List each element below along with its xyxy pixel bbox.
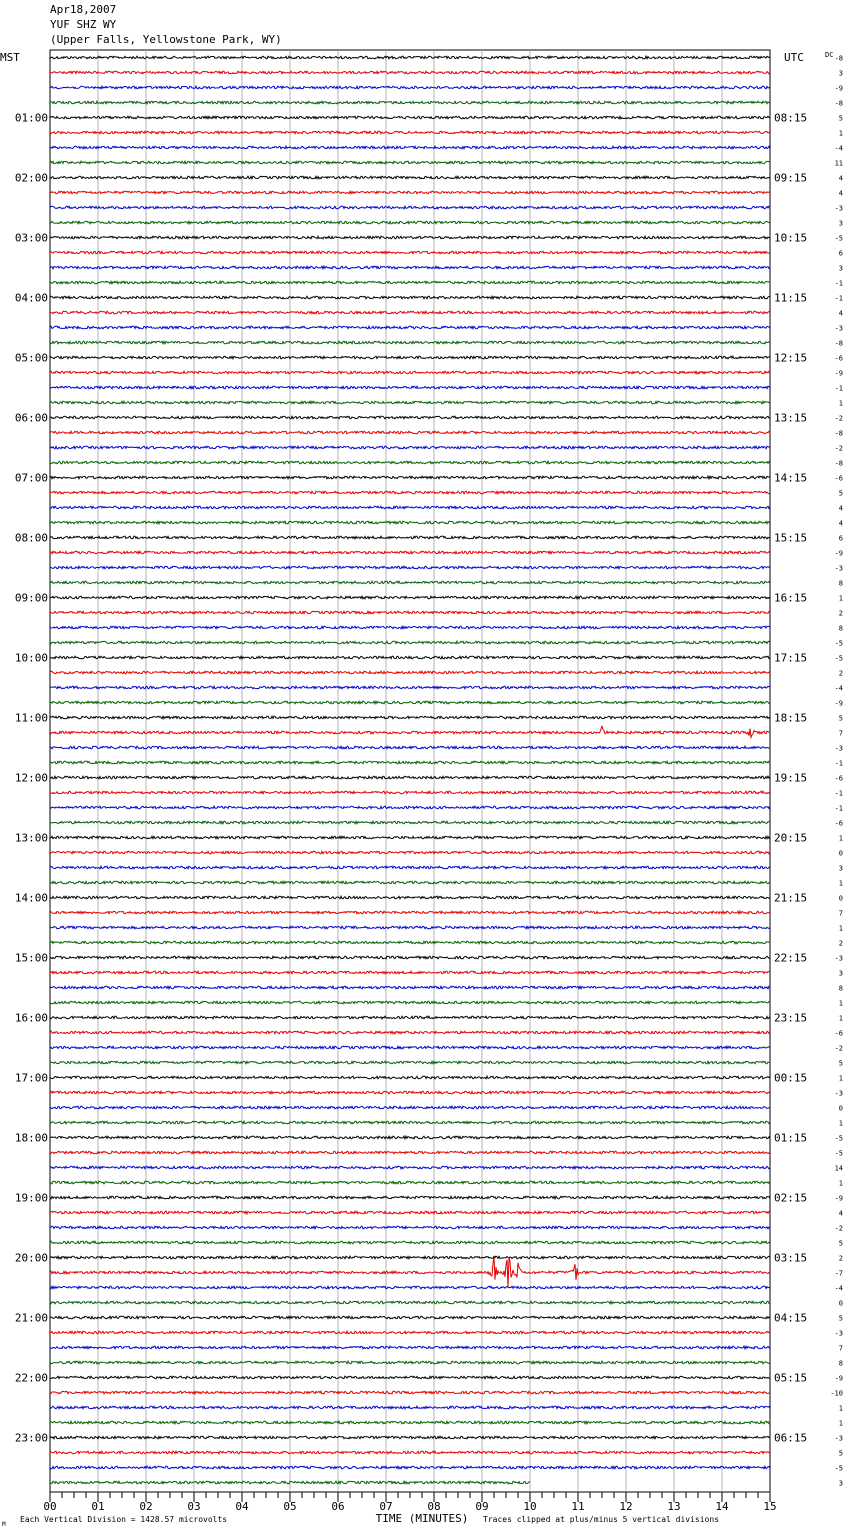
dc-offset-value: 0: [838, 1299, 843, 1308]
dc-offset-value: -1: [834, 384, 843, 393]
trace-row-67: [50, 1061, 770, 1064]
dc-offset-value: 8: [838, 624, 843, 633]
right-hour-label: 03:15: [774, 1251, 808, 1265]
dc-offset-value: 8: [838, 984, 843, 993]
left-hour-label: 15:00: [14, 951, 48, 965]
trace-row-29: [50, 491, 770, 494]
trace-row-65: [50, 1031, 770, 1034]
left-hour-label: 08:00: [14, 531, 48, 545]
scale-note: Each Vertical Division = 1428.57 microvolts: [20, 1515, 228, 1524]
right-hour-label: 00:15: [774, 1071, 808, 1085]
trace-row-48: [50, 776, 770, 779]
trace-row-89: [50, 1391, 770, 1394]
trace-row-44: [50, 716, 770, 719]
trace-row-21: [50, 371, 770, 374]
dc-offset-value: 6: [838, 249, 843, 258]
dc-offset-value: 1: [838, 594, 843, 603]
trace-row-69: [50, 1091, 770, 1094]
trace-row-49: [50, 791, 770, 794]
dc-offset-value: 3: [838, 264, 843, 273]
trace-row-62: [50, 986, 770, 989]
corner-mark: M: [2, 1521, 6, 1528]
trace-row-16: [50, 296, 770, 299]
right-timezone-label: UTC: [784, 51, 804, 64]
trace-row-2: [50, 86, 770, 89]
clip-note: Traces clipped at plus/minus 5 vertical divisions: [483, 1515, 720, 1524]
dc-offset-value: 4: [838, 519, 843, 528]
right-hour-label: 06:15: [774, 1431, 808, 1445]
trace-row-59: [50, 941, 770, 944]
right-hour-label: 10:15: [774, 231, 808, 245]
dc-offset-value: 4: [838, 504, 843, 513]
trace-row-60: [50, 956, 770, 959]
trace-row-28: [50, 476, 770, 479]
left-hour-label: 23:00: [14, 1431, 48, 1445]
left-hour-label: 07:00: [14, 471, 48, 485]
left-hour-label: 18:00: [14, 1131, 48, 1145]
trace-row-92: [50, 1436, 770, 1439]
trace-row-63: [50, 1001, 770, 1004]
left-hour-label: 01:00: [14, 111, 48, 125]
trace-row-94: [50, 1466, 770, 1469]
trace-row-61: [50, 971, 770, 974]
dc-offset-value: 0: [838, 894, 843, 903]
right-hour-label: 13:15: [774, 411, 808, 425]
left-hour-label: 16:00: [14, 1011, 48, 1025]
trace-row-90: [50, 1406, 770, 1409]
dc-offset-value: 11: [834, 159, 843, 168]
trace-row-56: [50, 896, 770, 899]
dc-offset-value: -1: [834, 294, 843, 303]
dc-offset-value: 8: [838, 579, 843, 588]
left-hour-label: 14:00: [14, 891, 48, 905]
left-hour-label: 09:00: [14, 591, 48, 605]
dc-offset-value: 2: [838, 669, 843, 678]
dc-offset-value: -2: [834, 444, 843, 453]
dc-offset-value: 3: [838, 969, 843, 978]
dc-offset-value: -5: [834, 654, 843, 663]
trace-row-85: [50, 1331, 770, 1334]
dc-offset-value: -3: [834, 744, 843, 753]
dc-offset-value: 7: [838, 729, 843, 738]
dc-offset-value: -5: [834, 1134, 843, 1143]
trace-row-30: [50, 506, 770, 509]
dc-offset-value: 0: [838, 849, 843, 858]
trace-row-52: [50, 836, 770, 839]
trace-row-38: [50, 626, 770, 629]
dc-offset-value: 1: [838, 879, 843, 888]
dc-offset-value: -3: [834, 1329, 843, 1338]
trace-row-27: [50, 461, 770, 464]
dc-offset-value: 7: [838, 909, 843, 918]
dc-offset-value: 4: [838, 1209, 843, 1218]
dc-offset-value: -3: [834, 1089, 843, 1098]
trace-row-41: [50, 671, 770, 674]
dc-offset-value: 0: [838, 1104, 843, 1113]
dc-offset-value: 1: [838, 834, 843, 843]
dc-offset-value: -3: [834, 564, 843, 573]
x-tick-label: 11: [571, 1500, 585, 1513]
dc-offset-value: -2: [834, 414, 843, 423]
trace-row-81: [50, 1258, 770, 1288]
trace-row-23: [50, 401, 770, 404]
dc-offset-value: 14: [834, 1164, 843, 1173]
trace-row-13: [50, 251, 770, 254]
dc-offset-value: -6: [834, 774, 843, 783]
trace-row-46: [50, 746, 770, 749]
left-hour-label: 10:00: [14, 651, 48, 665]
trace-row-64: [50, 1016, 770, 1019]
dc-offset-value: -5: [834, 1149, 843, 1158]
trace-row-25: [50, 431, 770, 434]
right-hour-label: 15:15: [774, 531, 808, 545]
x-tick-label: 07: [379, 1500, 393, 1513]
left-hour-label: 20:00: [14, 1251, 48, 1265]
right-hour-label: 02:15: [774, 1191, 808, 1205]
trace-row-77: [50, 1211, 770, 1214]
trace-row-80: [50, 1256, 770, 1259]
station-location: (Upper Falls, Yellowstone Park, WY): [50, 33, 282, 46]
trace-row-71: [50, 1121, 770, 1124]
plot-frame: [50, 50, 770, 1492]
dc-offset-value: -6: [834, 1029, 843, 1038]
x-tick-label: 02: [139, 1500, 153, 1513]
trace-row-20: [50, 356, 770, 359]
dc-column-label: DC: [825, 51, 834, 59]
dc-offset-value: 5: [838, 1239, 843, 1248]
dc-offset-value: 1: [838, 129, 843, 138]
dc-offset-value: -1: [834, 279, 843, 288]
trace-row-50: [50, 806, 770, 809]
right-hour-label: 12:15: [774, 351, 808, 365]
left-hour-label: 02:00: [14, 171, 48, 185]
dc-offset-value: -5: [834, 639, 843, 648]
dc-offset-value: 2: [838, 1254, 843, 1263]
x-tick-label: 03: [187, 1500, 201, 1513]
trace-row-24: [50, 416, 770, 419]
dc-offset-value: 8: [838, 1359, 843, 1368]
x-tick-label: 09: [475, 1500, 489, 1513]
x-axis-label: TIME (MINUTES): [375, 1512, 469, 1525]
left-hour-label: 06:00: [14, 411, 48, 425]
trace-row-53: [50, 851, 770, 854]
right-hour-label: 22:15: [774, 951, 808, 965]
dc-offset-value: 2: [838, 939, 843, 948]
left-hour-label: 22:00: [14, 1371, 48, 1385]
dc-offset-value: -9: [834, 84, 843, 93]
dc-offset-value: 5: [838, 1449, 843, 1458]
left-hour-label: 03:00: [14, 231, 48, 245]
x-tick-label: 13: [667, 1500, 681, 1513]
station-code: YUF SHZ WY: [50, 18, 117, 31]
plot-date: Apr18,2007: [50, 3, 117, 16]
left-hour-label: 13:00: [14, 831, 48, 845]
trace-row-66: [50, 1046, 770, 1049]
trace-row-55: [50, 881, 770, 884]
left-timezone-label: MST: [0, 51, 20, 64]
left-hour-label: 12:00: [14, 771, 48, 785]
dc-offset-value: -1: [834, 789, 843, 798]
dc-offset-value: -8: [834, 429, 843, 438]
dc-offset-value: -1: [834, 759, 843, 768]
trace-row-17: [50, 311, 770, 314]
trace-row-91: [50, 1421, 770, 1424]
dc-offset-value: -9: [834, 1194, 843, 1203]
trace-row-78: [50, 1226, 770, 1229]
dc-offset-value: -10: [830, 1389, 843, 1398]
x-tick-label: 14: [715, 1500, 729, 1513]
dc-offset-value: 1: [838, 1074, 843, 1083]
trace-row-84: [50, 1316, 770, 1319]
trace-row-26: [50, 446, 770, 449]
trace-row-88: [50, 1376, 770, 1379]
trace-row-35: [50, 581, 770, 584]
dc-offset-value: -4: [834, 1284, 843, 1293]
dc-offset-value: -4: [834, 684, 843, 693]
left-hour-label: 04:00: [14, 291, 48, 305]
dc-offset-value: -4: [834, 144, 843, 153]
trace-row-9: [50, 191, 770, 194]
trace-row-47: [50, 761, 770, 764]
trace-row-45: [50, 726, 770, 737]
trace-row-36: [50, 596, 770, 599]
dc-offset-value: 1: [838, 399, 843, 408]
right-hour-label: 01:15: [774, 1131, 808, 1145]
trace-row-33: [50, 551, 770, 554]
dc-offset-value: -9: [834, 1374, 843, 1383]
dc-offset-value: 5: [838, 1314, 843, 1323]
trace-row-0: [50, 56, 770, 59]
trace-row-7: [50, 161, 770, 164]
trace-row-6: [50, 146, 770, 149]
dc-offset-value: 4: [838, 189, 843, 198]
trace-row-73: [50, 1151, 770, 1154]
trace-row-34: [50, 566, 770, 569]
dc-offset-value: -7: [834, 1269, 843, 1278]
dc-offset-value: 4: [838, 309, 843, 318]
right-hour-label: 20:15: [774, 831, 808, 845]
left-hour-label: 19:00: [14, 1191, 48, 1205]
trace-row-82: [50, 1286, 770, 1289]
dc-offset-value: 5: [838, 114, 843, 123]
x-tick-label: 05: [283, 1500, 297, 1513]
dc-offset-value: 7: [838, 1344, 843, 1353]
dc-offset-value: -8: [834, 99, 843, 108]
trace-row-5: [50, 131, 770, 134]
right-hour-label: 18:15: [774, 711, 808, 725]
right-hour-label: 16:15: [774, 591, 808, 605]
trace-row-39: [50, 641, 770, 644]
dc-offset-value: -2: [834, 1044, 843, 1053]
left-hour-label: 17:00: [14, 1071, 48, 1085]
dc-offset-value: -1: [834, 804, 843, 813]
trace-row-18: [50, 326, 770, 329]
dc-offset-value: -3: [834, 1434, 843, 1443]
right-hour-label: 04:15: [774, 1311, 808, 1325]
left-hour-label: 11:00: [14, 711, 48, 725]
dc-offset-value: 5: [838, 489, 843, 498]
dc-offset-value: -8: [834, 54, 843, 63]
right-hour-label: 21:15: [774, 891, 808, 905]
trace-row-70: [50, 1106, 770, 1109]
dc-offset-value: 3: [838, 1479, 843, 1488]
right-hour-label: 17:15: [774, 651, 808, 665]
right-hour-label: 14:15: [774, 471, 808, 485]
x-tick-label: 01: [91, 1500, 105, 1513]
dc-offset-value: -6: [834, 474, 843, 483]
trace-row-76: [50, 1196, 770, 1199]
dc-offset-value: 5: [838, 714, 843, 723]
x-tick-label: 04: [235, 1500, 249, 1513]
dc-offset-value: -6: [834, 354, 843, 363]
x-tick-label: 08: [427, 1500, 441, 1513]
trace-row-1: [50, 71, 770, 74]
trace-row-12: [50, 236, 770, 239]
dc-offset-value: 3: [838, 69, 843, 78]
x-tick-label: 06: [331, 1500, 345, 1513]
dc-offset-value: -2: [834, 1224, 843, 1233]
trace-row-4: [50, 116, 770, 119]
trace-row-43: [50, 701, 770, 704]
x-tick-label: 12: [619, 1500, 633, 1513]
trace-row-68: [50, 1076, 770, 1079]
trace-row-75: [50, 1181, 770, 1184]
dc-offset-value: 1: [838, 1119, 843, 1128]
dc-offset-value: -9: [834, 549, 843, 558]
right-hour-label: 09:15: [774, 171, 808, 185]
trace-row-93: [50, 1451, 770, 1454]
dc-offset-value: 2: [838, 609, 843, 618]
trace-row-54: [50, 866, 770, 869]
trace-row-86: [50, 1346, 770, 1349]
trace-row-15: [50, 281, 770, 284]
dc-offset-value: -9: [834, 369, 843, 378]
trace-row-10: [50, 206, 770, 209]
trace-row-87: [50, 1361, 770, 1364]
dc-offset-value: 1: [838, 1014, 843, 1023]
dc-offset-value: -5: [834, 234, 843, 243]
dc-offset-value: 1: [838, 924, 843, 933]
x-tick-label: 15: [763, 1500, 777, 1513]
right-hour-label: 11:15: [774, 291, 808, 305]
dc-offset-value: -3: [834, 954, 843, 963]
dc-offset-value: 1: [838, 1419, 843, 1428]
dc-offset-value: -8: [834, 339, 843, 348]
right-hour-label: 05:15: [774, 1371, 808, 1385]
dc-offset-value: -3: [834, 204, 843, 213]
trace-row-72: [50, 1136, 770, 1139]
right-hour-label: 19:15: [774, 771, 808, 785]
dc-offset-value: -5: [834, 1464, 843, 1473]
dc-offset-value: 3: [838, 864, 843, 873]
dc-offset-value: -8: [834, 459, 843, 468]
trace-row-58: [50, 926, 770, 929]
dc-offset-value: 1: [838, 999, 843, 1008]
trace-row-40: [50, 656, 770, 659]
trace-row-74: [50, 1166, 770, 1169]
left-hour-label: 21:00: [14, 1311, 48, 1325]
trace-row-32: [50, 536, 770, 539]
dc-offset-value: 1: [838, 1179, 843, 1188]
trace-row-3: [50, 101, 770, 104]
dc-offset-value: 1: [838, 1404, 843, 1413]
dc-offset-value: 3: [838, 219, 843, 228]
trace-row-42: [50, 686, 770, 689]
trace-row-31: [50, 521, 770, 524]
trace-row-83: [50, 1301, 770, 1304]
trace-row-22: [50, 386, 770, 389]
trace-row-14: [50, 266, 770, 269]
trace-row-79: [50, 1241, 770, 1244]
dc-offset-value: -6: [834, 819, 843, 828]
right-hour-label: 08:15: [774, 111, 808, 125]
trace-row-37: [50, 611, 770, 614]
trace-row-19: [50, 341, 770, 344]
left-hour-label: 05:00: [14, 351, 48, 365]
trace-row-57: [50, 911, 770, 914]
x-tick-label: 10: [523, 1500, 537, 1513]
dc-offset-value: 5: [838, 1059, 843, 1068]
right-hour-label: 23:15: [774, 1011, 808, 1025]
x-tick-label: 00: [43, 1500, 57, 1513]
dc-offset-value: -9: [834, 699, 843, 708]
dc-offset-value: 6: [838, 534, 843, 543]
trace-row-11: [50, 221, 770, 224]
dc-offset-value: 4: [838, 174, 843, 183]
dc-offset-value: -3: [834, 324, 843, 333]
trace-row-8: [50, 176, 770, 179]
trace-row-51: [50, 821, 770, 824]
